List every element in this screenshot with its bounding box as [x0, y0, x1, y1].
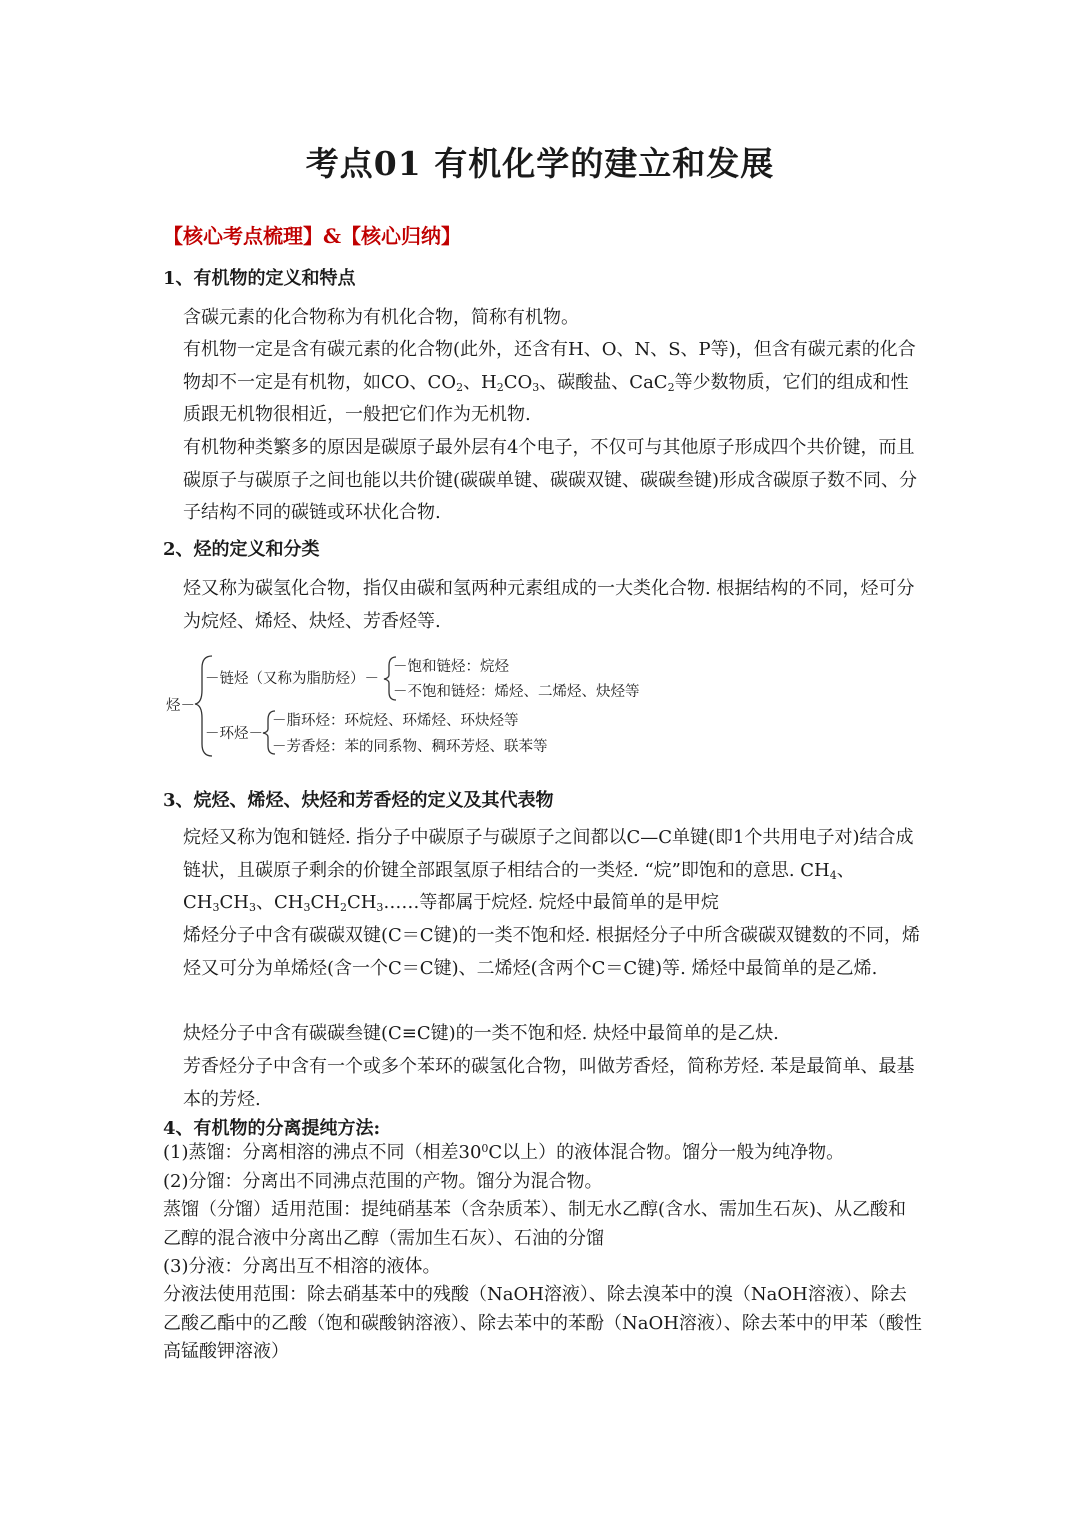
page-title: 考点01 有机化学的建立和发展 [305, 144, 775, 183]
s4-fractional-distillation: (2)分馏：分离出不同沸点范围的产物。馏分为混合物。 [163, 1171, 603, 1192]
diagram-aromatic: －芳香烃：苯的同系物、稠环芳烃、联苯等 [272, 739, 548, 755]
diagram-unsaturated: －不饱和链烃：烯烃、二烯烃、炔烃等 [393, 684, 640, 700]
s1-paragraph-2: 有机物一定是含有碳元素的化合物(此外，还含有H、O、N、S、P等)，但含有碳元素的化合物却不一定是有机物，如CO、$CO_2$、$H_2CO_3$、碳酸盐、CaC$_2$等少数物质，它们的组成和性质跟无机物很相近，一般把它们作为无机物. [183, 339, 916, 425]
s2-paragraph-1: 烃又称为碳氢化合物，指仅由碳和氢两种元素组成的一大类化合物. 根据结构的不同，烃可分为烷烃、烯烃、炔烃、芳香烃等. [183, 578, 915, 632]
s1-paragraph-1: 含碳元素的化合物称为有机化合物，简称有机物。 [183, 307, 579, 328]
s3-alkyne-paragraph: 炔烃分子中含有碳碳叁键(C≡C键)的一类不饱和烃. 炔烃中最简单的是乙炔. [183, 1023, 779, 1044]
section-3-heading: 3、烷烃、烯烃、炔烃和芳香烃的定义及其代表物 [163, 790, 554, 811]
s3-alkane-paragraph: 烷烃又称为饱和链烃. 指分子中碳原子与碳原子之间都以C—C单键(即1个共用电子对)结合成链状，且碳原子剩余的价键全部跟氢原子相结合的一类烃. “烷”即饱和的意思. $CH_4$、$CH_3CH_3$、$CH_3CH_2CH_3\dots\dots$等都属于烷烃. 烷烃中最简单的是甲烷 [183, 827, 914, 914]
diagram-chain-hydrocarbon: －链烃（又称为脂肪烃）－ [205, 671, 379, 687]
section-1-heading: 1、有机物的定义和特点 [163, 268, 356, 289]
core-heading: 【核心考点梳理】&【核心归纳】 [163, 224, 462, 248]
s1-paragraph-3: 有机物种类繁多的原因是碳原子最外层有4个电子，不仅可与其他原子形成四个共价键，而且碳原子与碳原子之间也能以共价键(碳碳单键、碳碳双键、碳碳叁键)形成含碳原子数不同、分子结构不同的碳链或环状化合物. [183, 437, 918, 523]
s3-aromatic-paragraph: 芳香烃分子中含有一个或多个苯环的碳氢化合物，叫做芳香烃，简称芳烃. 苯是最简单、最基本的芳烃. [183, 1056, 915, 1110]
s4-liquid-separation: (3)分液：分离出互不相溶的液体。 [163, 1256, 441, 1277]
s4-distillation: (1)蒸馏：分离相溶的沸点不同（相差$30^0C$以上）的液体混合物。馏分一般为纯净物。 [163, 1142, 845, 1163]
diagram-ring-hydrocarbon: －环烃－ [205, 726, 263, 742]
diagram-root: 烃－ [166, 698, 195, 714]
s4-distillation-scope: 蒸馏（分馏）适用范围：提纯硝基苯（含杂质苯）、制无水乙醇(含水、需加生石灰)、从乙酸和乙醇的混合液中分离出乙醇（需加生石灰）、石油的分馏 [163, 1199, 907, 1249]
diagram-saturated: －饱和链烃：烷烃 [393, 659, 509, 675]
diagram-alicyclic: －脂环烃：环烷烃、环烯烃、环炔烃等 [272, 713, 519, 729]
s4-separation-scope: 分液法使用范围：除去硝基苯中的残酸（NaOH溶液）、除去溴苯中的溴（NaOH溶液）、除去乙酸乙酯中的乙酸（饱和碳酸钠溶液）、除去苯中的苯酚（NaOH溶液）、除去苯中的甲苯（酸性高锰酸钾溶液） [163, 1284, 922, 1362]
section-4-heading: 4、有机物的分离提纯方法: [163, 1118, 381, 1139]
s3-alkene-paragraph: 烯烃分子中含有碳碳双键(C＝C键)的一类不饱和烃. 根据烃分子中所含碳碳双键数的不同，烯烃又可分为单烯烃(含一个C＝C键)、二烯烃(含两个C＝C键)等. 烯烃中最简单的是乙烯. [183, 925, 921, 979]
section-2-heading: 2、烃的定义和分类 [163, 539, 320, 560]
